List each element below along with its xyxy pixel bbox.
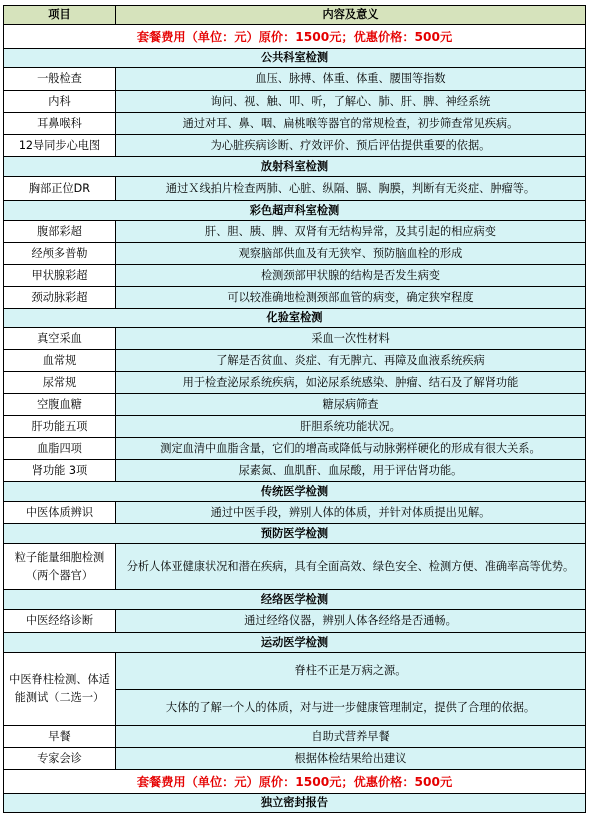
table-row (4, 726, 586, 748)
table-row (4, 287, 586, 309)
price-row (4, 25, 586, 49)
table-row (4, 460, 586, 482)
item-name: 胸部正位DR (4, 177, 116, 201)
item-name: 甲状腺彩超 (4, 265, 116, 287)
item-name: 中医体质辨识 (4, 502, 116, 524)
section-row (4, 633, 586, 653)
table-row (4, 68, 586, 91)
item-desc: 用于检查泌尿系统疾病，如泌尿系统感染、肿瘤、结石及了解肾功能 (116, 372, 586, 394)
item-desc: 肝、胆、胰、脾、双肾有无结构异常，及其引起的相应病变 (116, 221, 586, 243)
item-desc: 检测颈部甲状腺的结构是否发生病变 (116, 265, 586, 287)
table-row (4, 350, 586, 372)
item-desc: 糖尿病筛查 (116, 394, 586, 416)
table-row (4, 653, 586, 690)
item-desc: 测定血清中血脂含量，它们的增高或降低与动脉粥样硬化的形成有很大关系。 (116, 438, 586, 460)
section-row (4, 157, 586, 177)
item-desc: 通过对耳、鼻、咽、扁桃喉等器官的常规检查，初步筛查常见疾病。 (116, 113, 586, 135)
section-row (4, 201, 586, 221)
item-desc: 通过Ｘ线拍片检查两肺、心脏、纵隔、膈、胸膜，判断有无炎症、肿瘤等。 (116, 177, 586, 201)
item-name: 颈动脉彩超 (4, 287, 116, 309)
header-row (4, 6, 586, 25)
section-tcm: 传统医学检测 (4, 482, 586, 502)
table-row (4, 135, 586, 157)
item-desc: 脊柱不正是万病之源。 (116, 653, 586, 690)
item-name: 腹部彩超 (4, 221, 116, 243)
section-row (4, 482, 586, 502)
header-content: 内容及意义 (116, 6, 586, 25)
item-desc: 通过经络仪器，辨别人体各经络是否通畅。 (116, 610, 586, 633)
item-desc: 了解是否贫血、炎症、有无脾亢、再障及血液系统疾病 (116, 350, 586, 372)
section-sports: 运动医学检测 (4, 633, 586, 653)
item-name: 经颅多普勒 (4, 243, 116, 265)
item-name: 专家会诊 (4, 748, 116, 770)
item-name: 真空采血 (4, 328, 116, 350)
table-row (4, 265, 586, 287)
item-name: 早餐 (4, 726, 116, 748)
item-desc: 根据体检结果给出建议 (116, 748, 586, 770)
section-meridian: 经络医学检测 (4, 590, 586, 610)
item-name: 肝功能五项 (4, 416, 116, 438)
item-desc: 肝胆系统功能状况。 (116, 416, 586, 438)
section-row (4, 309, 586, 328)
item-desc: 可以较准确地检测颈部血管的病变，确定狭窄程度 (116, 287, 586, 309)
table-row (4, 113, 586, 135)
section-row (4, 590, 586, 610)
item-name: 耳鼻喉科 (4, 113, 116, 135)
item-name: 血常规 (4, 350, 116, 372)
section-preventive: 预防医学检测 (4, 524, 586, 544)
table-row (4, 221, 586, 243)
item-desc: 大体的了解一个人的体质，对与进一步健康管理制定，提供了合理的依据。 (116, 690, 586, 726)
table-row (4, 328, 586, 350)
item-name: 血脂四项 (4, 438, 116, 460)
item-name: 粒子能量细胞检测（两个器官） (4, 544, 116, 590)
section-row (4, 49, 586, 68)
table-row (4, 438, 586, 460)
section-public: 公共科室检测 (4, 49, 586, 68)
table-row (4, 394, 586, 416)
price-row (4, 770, 586, 794)
table-row (4, 243, 586, 265)
sealed-report: 独立密封报告 (4, 794, 586, 813)
table-row (4, 748, 586, 770)
section-radiology: 放射科室检测 (4, 157, 586, 177)
item-name: 肾功能 3项 (4, 460, 116, 482)
price-banner: 套餐费用（单位：元）原价：1500元；优惠价格：500元 (4, 25, 586, 49)
section-row (4, 524, 586, 544)
item-desc: 观察脑部供血及有无狭窄、预防脑血栓的形成 (116, 243, 586, 265)
table-row (4, 416, 586, 438)
table-row (4, 502, 586, 524)
item-name: 中医经络诊断 (4, 610, 116, 633)
package-table (3, 5, 586, 813)
table-row (4, 610, 586, 633)
table-row (4, 177, 586, 201)
header-item: 项目 (4, 6, 116, 25)
table-row (4, 544, 586, 590)
item-desc: 通过中医手段，辨别人体的体质，并针对体质提出见解。 (116, 502, 586, 524)
price-banner: 套餐费用（单位：元）原价：1500元；优惠价格：500元 (4, 770, 586, 794)
section-lab: 化验室检测 (4, 309, 586, 328)
item-desc: 为心脏疾病诊断、疗效评价、预后评估提供重要的依据。 (116, 135, 586, 157)
item-name: 中医脊柱检测、体适能测试（二选一） (4, 653, 116, 726)
section-ultrasound: 彩色超声科室检测 (4, 201, 586, 221)
item-name: 空腹血糖 (4, 394, 116, 416)
item-desc: 分析人体亚健康状况和潜在疾病，具有全面高效、绿色安全、检测方便、准确率高等优势。 (116, 544, 586, 590)
item-desc: 采血一次性材料 (116, 328, 586, 350)
item-desc: 血压、脉搏、体重、体重、腰围等指数 (116, 68, 586, 91)
item-desc: 自助式营养早餐 (116, 726, 586, 748)
item-desc: 询问、视、触、叩、听，了解心、肺、肝、脾、神经系统 (116, 91, 586, 113)
item-name: 尿常规 (4, 372, 116, 394)
table-row (4, 91, 586, 113)
item-name: 内科 (4, 91, 116, 113)
item-name: 一般检查 (4, 68, 116, 91)
item-name: 12导同步心电图 (4, 135, 116, 157)
item-desc: 尿素氮、血肌酐、血尿酸，用于评估肾功能。 (116, 460, 586, 482)
section-row (4, 794, 586, 813)
table-row (4, 372, 586, 394)
